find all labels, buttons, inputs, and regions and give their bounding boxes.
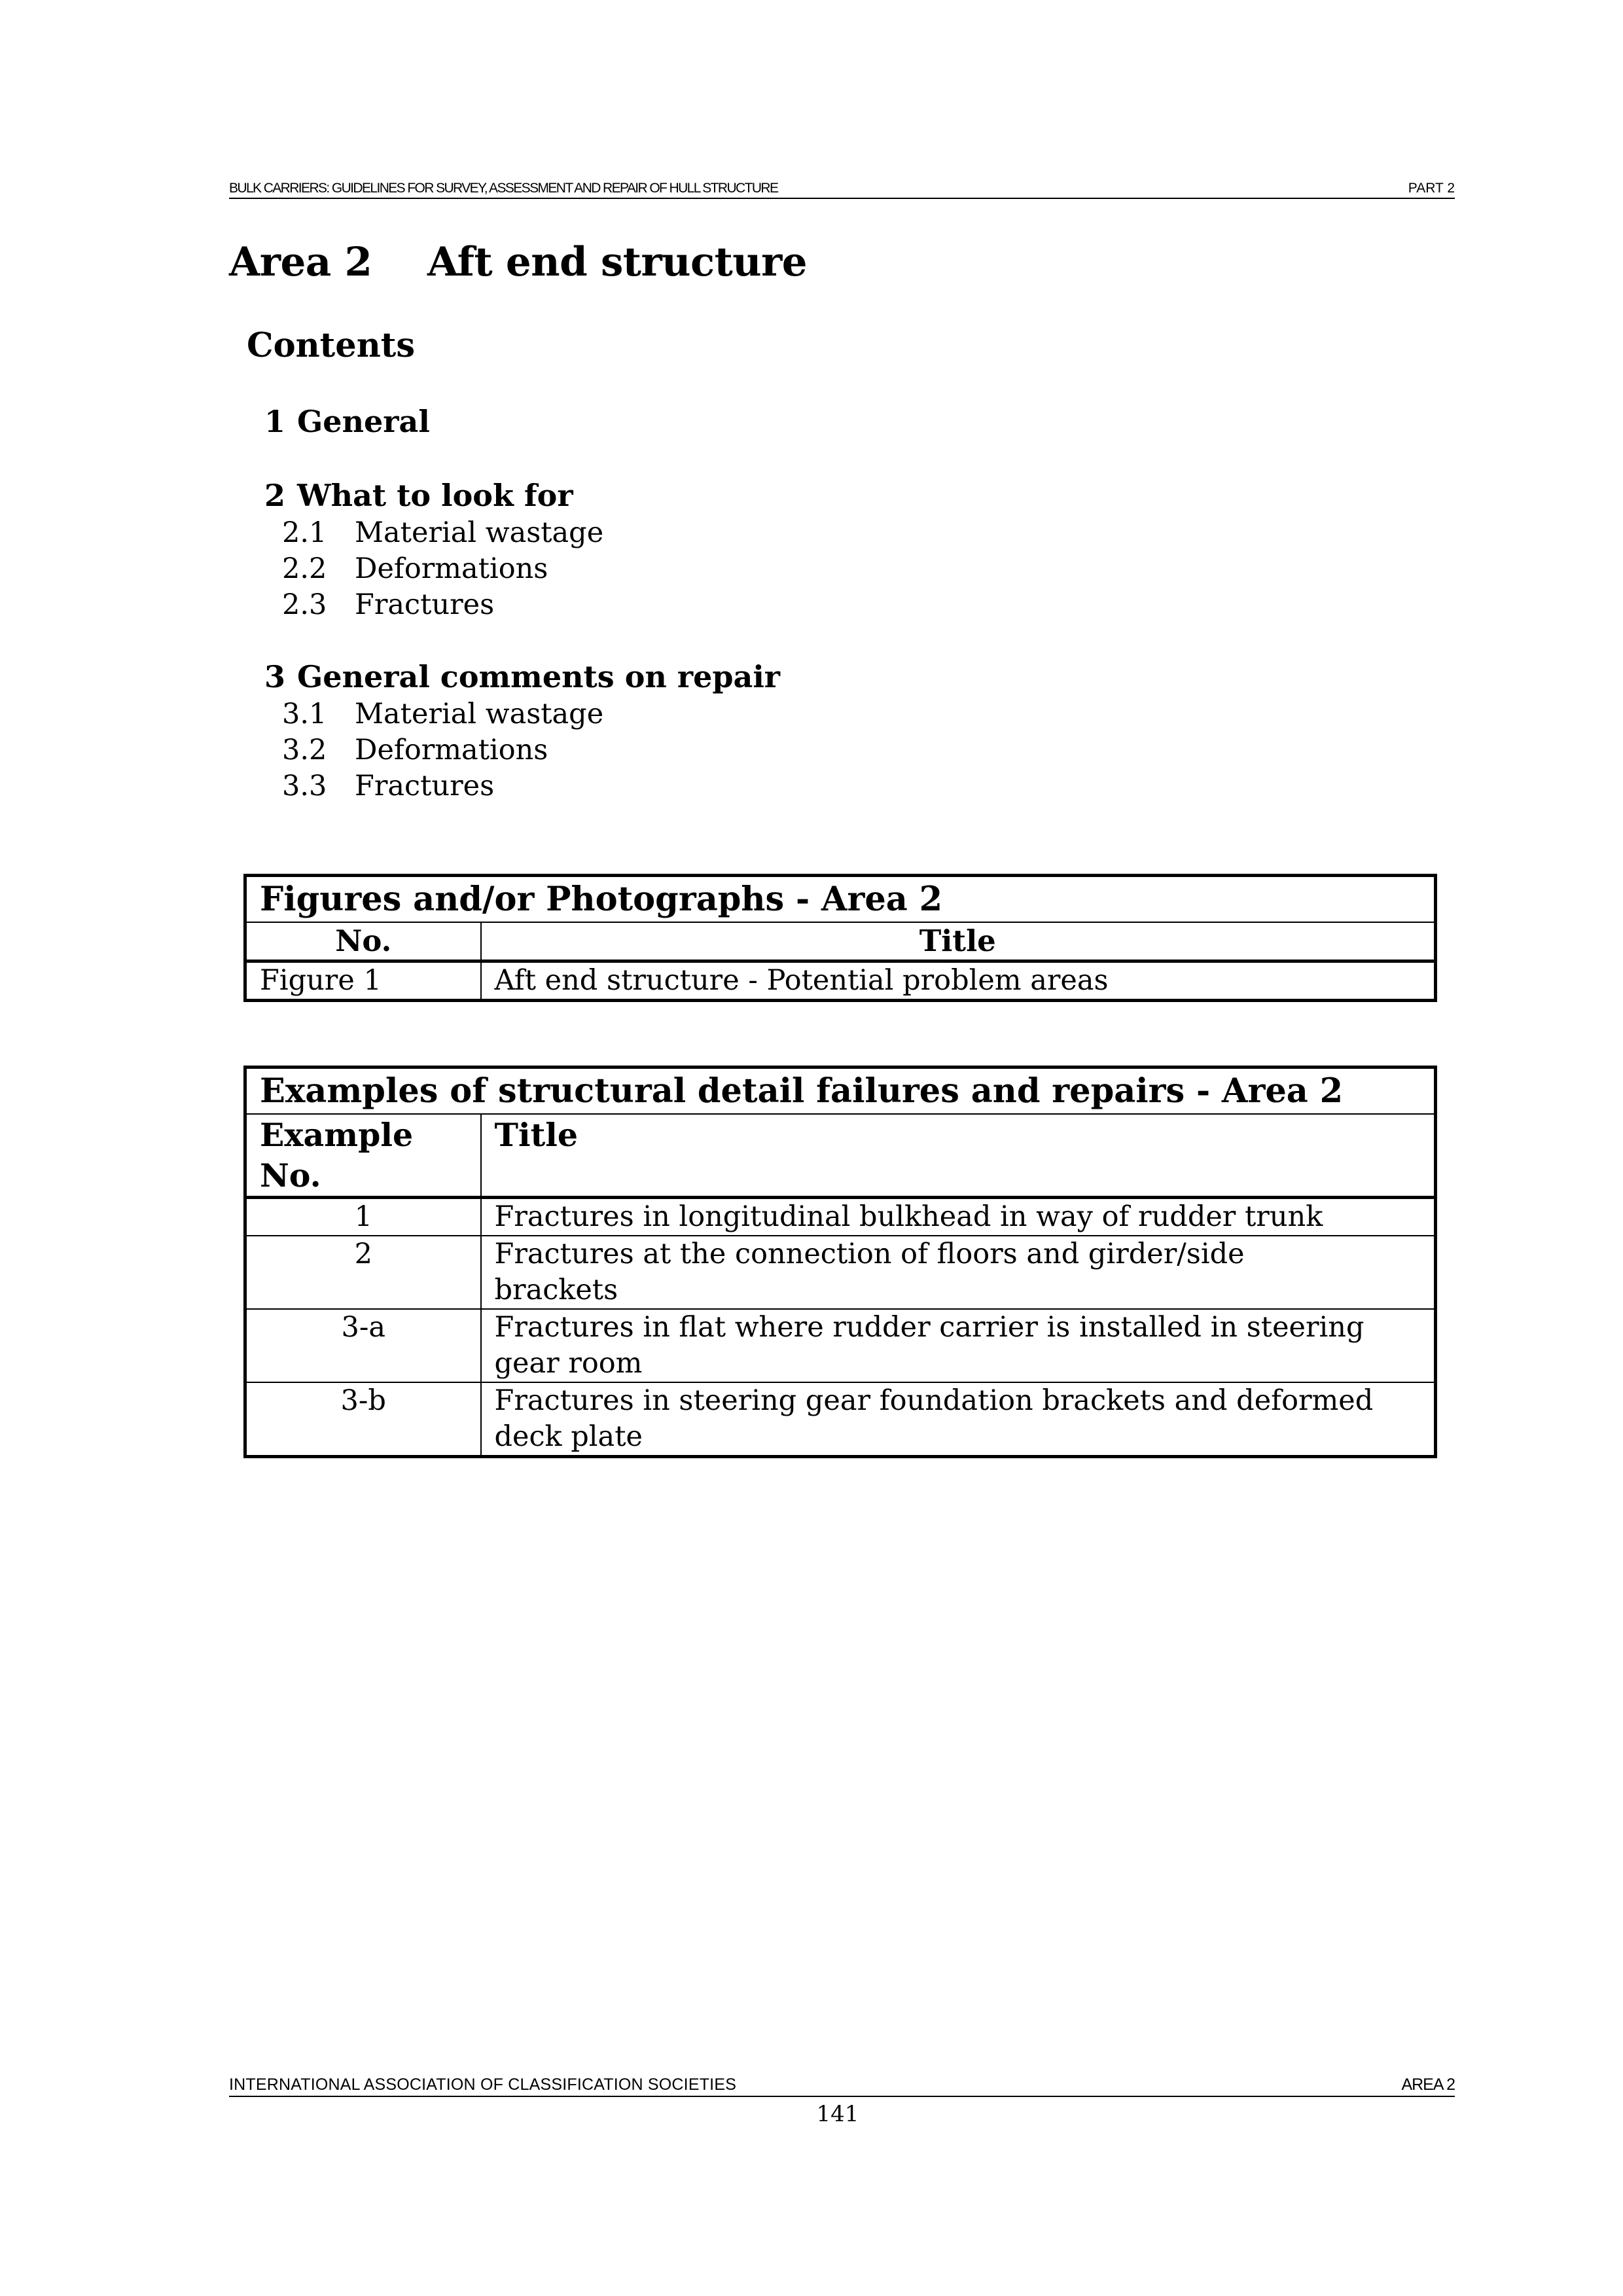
- table-row: [245, 1309, 1436, 1382]
- example-title-line: brackets: [494, 1274, 618, 1306]
- page-number: 141: [816, 2101, 859, 2127]
- toc-item-3-2: [282, 736, 548, 764]
- table-caption-row: [245, 876, 1436, 923]
- table-row: [245, 1198, 1436, 1236]
- toc-item-number: 3.1: [282, 698, 327, 730]
- running-header: [229, 178, 1455, 199]
- toc-section-number: 1: [264, 404, 286, 439]
- footer-organization: INTERNATIONAL ASSOCIATION OF CLASSIFICATION SOCIETIES: [229, 2075, 737, 2094]
- page-title: [229, 239, 808, 285]
- example-title: [481, 1382, 1436, 1457]
- figures-table-caption: Figures and/or Photographs - Area 2: [245, 876, 1436, 923]
- area-name: Aft end structure: [427, 239, 808, 285]
- toc-item-number: 3.2: [282, 734, 327, 766]
- toc-item-2-2: [282, 552, 548, 585]
- table-header-row: [245, 1114, 1436, 1198]
- toc-item-label: Fractures: [355, 588, 495, 621]
- toc-item-3-3: [282, 772, 494, 800]
- toc-item-label: Material wastage: [355, 516, 604, 549]
- table-row: [245, 961, 1436, 1001]
- figure-number: Figure 1: [245, 961, 481, 1001]
- toc-item-label: Deformations: [355, 552, 548, 585]
- running-footer: [229, 2073, 1455, 2097]
- contents-heading: Contents: [247, 326, 416, 365]
- example-number: 3-a: [245, 1309, 481, 1382]
- toc-item-3-1: [282, 700, 603, 728]
- toc-item-label: Fractures: [355, 770, 495, 802]
- example-number: 2: [245, 1236, 481, 1309]
- table-caption-row: [245, 1067, 1436, 1115]
- column-header-example-no: Example No.: [245, 1114, 481, 1198]
- toc-item-2-1: [282, 516, 604, 549]
- toc-item-number: 2.1: [282, 516, 327, 549]
- toc-item-label: Deformations: [355, 734, 548, 766]
- example-title-line: Fractures at the connection of floors and girder/side: [494, 1238, 1245, 1270]
- toc-section-number: 3: [264, 659, 286, 694]
- figure-title: Aft end structure - Potential problem areas: [481, 961, 1436, 1001]
- example-title-line: deck plate: [494, 1420, 643, 1453]
- toc-section-label: General: [297, 404, 430, 439]
- examples-table-caption: Examples of structural detail failures and repairs - Area 2: [245, 1067, 1436, 1115]
- running-header-part: PART 2: [1408, 181, 1455, 196]
- running-header-title: BULK CARRIERS: GUIDELINES FOR SURVEY, ASSESSMENT AND REPAIR OF HULL STRUCTURE: [229, 181, 778, 196]
- table-row: [245, 1236, 1436, 1309]
- example-number: 1: [245, 1198, 481, 1236]
- toc-section-2: [264, 480, 573, 511]
- toc-item-number: 3.3: [282, 770, 327, 802]
- column-header-no: No.: [245, 922, 481, 961]
- figures-table: [243, 874, 1437, 1002]
- example-number: 3-b: [245, 1382, 481, 1457]
- example-title-line: Fractures in steering gear foundation brackets and deformed: [494, 1384, 1374, 1417]
- toc-section-label: General comments on repair: [297, 659, 781, 694]
- example-title: [481, 1309, 1436, 1382]
- example-title: [481, 1198, 1436, 1236]
- toc-section-3: [264, 659, 781, 694]
- table-row: [245, 1382, 1436, 1457]
- toc-item-2-3: [282, 588, 495, 621]
- toc-item-label: Material wastage: [355, 698, 604, 730]
- example-title-line: Fractures in flat where rudder carrier is installed in steering: [494, 1311, 1364, 1344]
- example-title-line: gear room: [494, 1347, 643, 1380]
- examples-table: [243, 1066, 1437, 1458]
- example-title: [481, 1236, 1436, 1309]
- column-header-title: Title: [481, 1114, 1436, 1198]
- toc-section-label: What to look for: [297, 478, 573, 513]
- toc-item-number: 2.2: [282, 552, 327, 585]
- table-header-row: [245, 922, 1436, 961]
- toc-item-number: 2.3: [282, 588, 327, 621]
- example-title-line: Fractures in longitudinal bulkhead in way of rudder trunk: [494, 1200, 1323, 1233]
- toc-section-number: 2: [264, 478, 286, 513]
- toc-section-1: [264, 406, 430, 437]
- area-number: Area 2: [229, 239, 372, 285]
- column-header-title: Title: [481, 922, 1436, 961]
- footer-area: AREA 2: [1401, 2075, 1455, 2094]
